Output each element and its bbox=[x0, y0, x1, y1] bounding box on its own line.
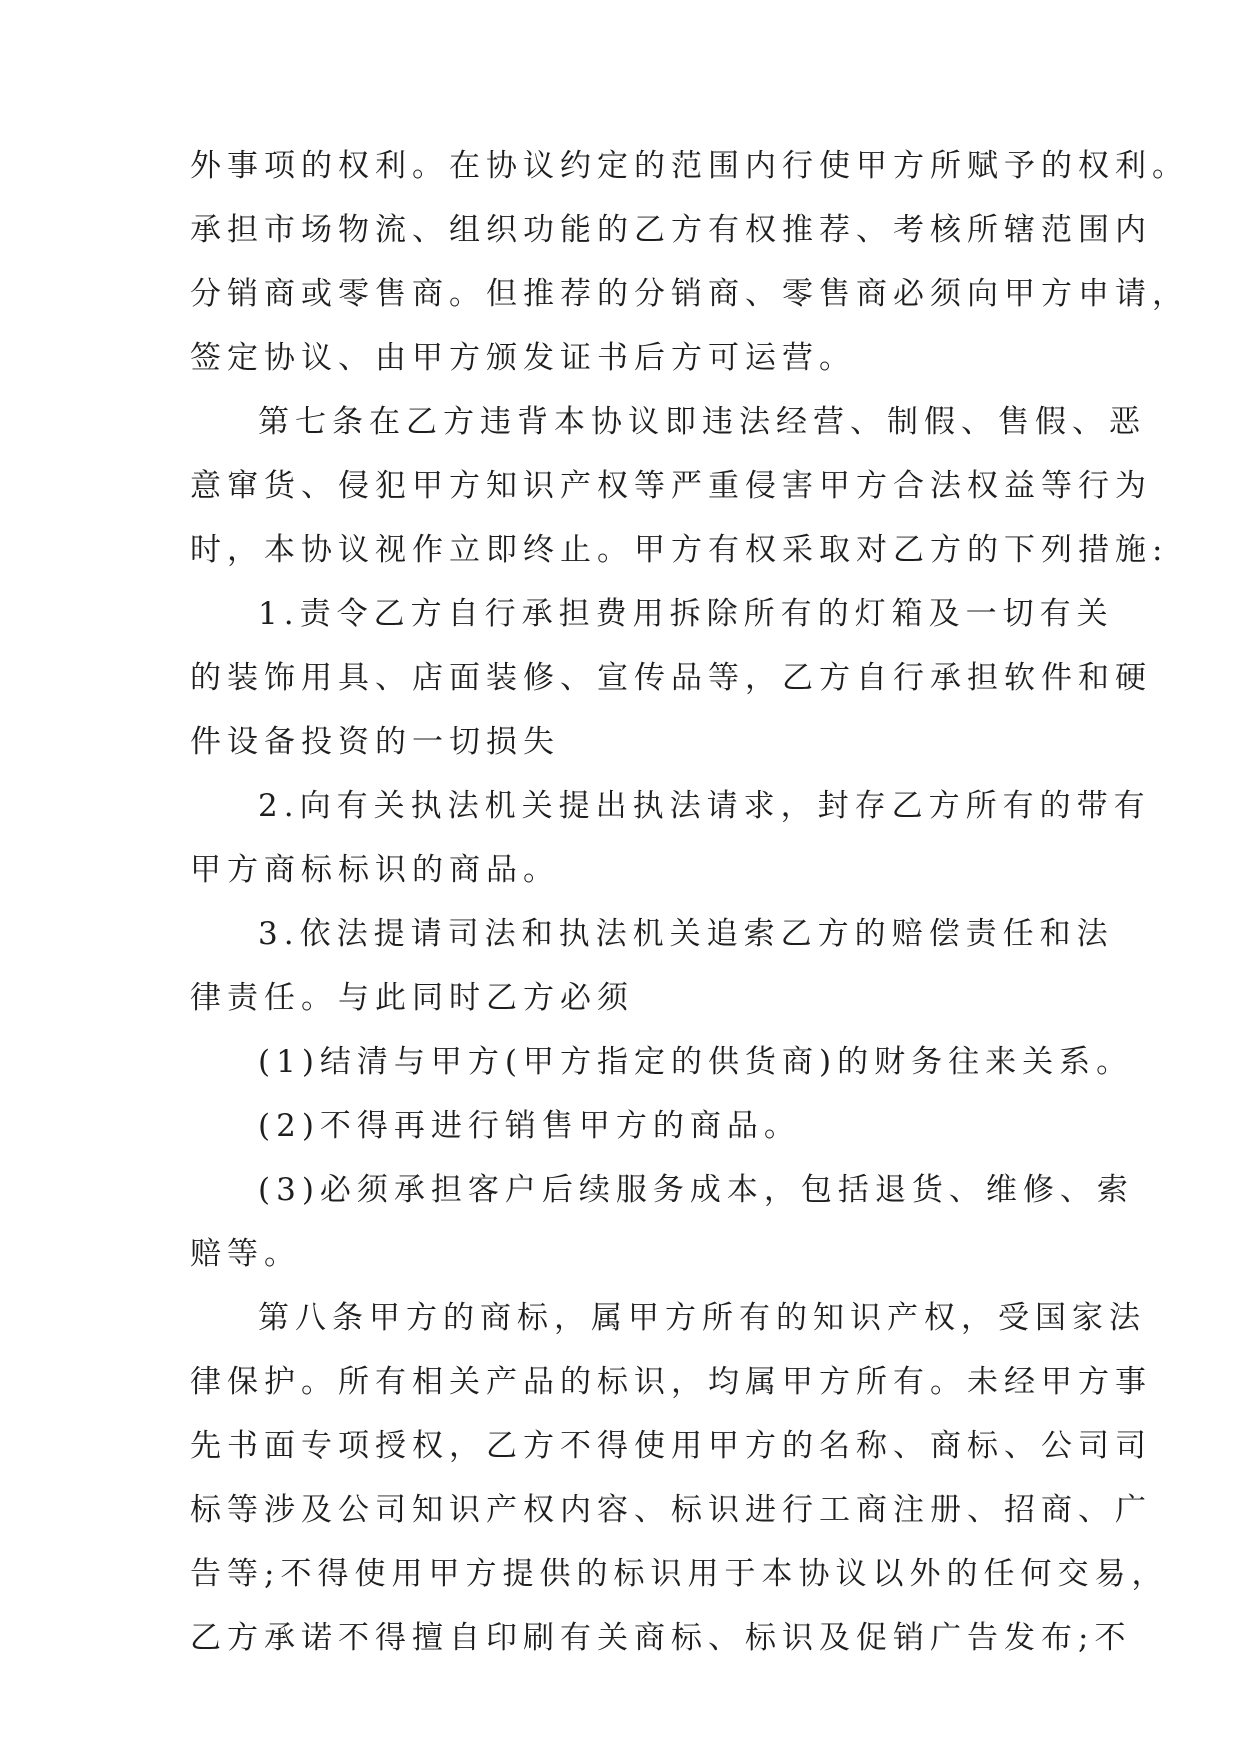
text-line-11: 2.向有关执法机关提出执法请求，封存乙方所有的带有 bbox=[258, 788, 1151, 824]
text-line-10: 件设备投资的一切损失 bbox=[190, 724, 560, 760]
text-line-22: 标等涉及公司知识产权内容、标识进行工商注册、招商、广 bbox=[190, 1492, 1152, 1528]
text-line-2: 承担市场物流、组织功能的乙方有权推荐、考核所辖范围内 bbox=[190, 212, 1152, 248]
text-line-9: 的装饰用具、店面装修、宣传品等，乙方自行承担软件和硬 bbox=[190, 660, 1152, 696]
text-line-16: (2)不得再进行销售甲方的商品。 bbox=[258, 1108, 801, 1144]
text-line-7: 时，本协议视作立即终止。甲方有权采取对乙方的下列措施: bbox=[190, 532, 1169, 568]
text-line-17: (3)必须承担客户后续服务成本，包括退货、维修、索 bbox=[258, 1172, 1134, 1208]
text-line-20: 律保护。所有相关产品的标识，均属甲方所有。未经甲方事 bbox=[190, 1364, 1152, 1400]
text-line-5: 第七条在乙方违背本协议即违法经营、制假、售假、恶 bbox=[258, 404, 1146, 440]
text-line-3: 分销商或零售商。但推荐的分销商、零售商必须向甲方申请， bbox=[190, 276, 1189, 312]
text-line-13: 3.依法提请司法和执法机关追索乙方的赔偿责任和法 bbox=[258, 916, 1114, 952]
text-line-15: (1)结清与甲方(甲方指定的供货商)的财务往来关系。 bbox=[258, 1044, 1134, 1080]
text-line-18: 赔等。 bbox=[190, 1236, 301, 1272]
text-line-24: 乙方承诺不得擅自印刷有关商标、标识及促销广告发布;不 bbox=[190, 1620, 1132, 1656]
text-line-14: 律责任。与此同时乙方必须 bbox=[190, 980, 634, 1016]
text-line-8: 1.责令乙方自行承担费用拆除所有的灯箱及一切有关 bbox=[258, 596, 1114, 632]
text-line-1: 外事项的权利。在协议约定的范围内行使甲方所赋予的权利。 bbox=[190, 148, 1189, 184]
text-line-12: 甲方商标标识的商品。 bbox=[190, 852, 560, 888]
text-line-19: 第八条甲方的商标，属甲方所有的知识产权，受国家法 bbox=[258, 1300, 1146, 1336]
text-line-21: 先书面专项授权，乙方不得使用甲方的名称、商标、公司司 bbox=[190, 1428, 1152, 1464]
text-line-4: 签定协议、由甲方颁发证书后方可运营。 bbox=[190, 340, 856, 376]
text-line-6: 意窜货、侵犯甲方知识产权等严重侵害甲方合法权益等行为 bbox=[190, 468, 1152, 504]
text-line-23: 告等;不得使用甲方提供的标识用于本协议以外的任何交易， bbox=[190, 1556, 1169, 1592]
